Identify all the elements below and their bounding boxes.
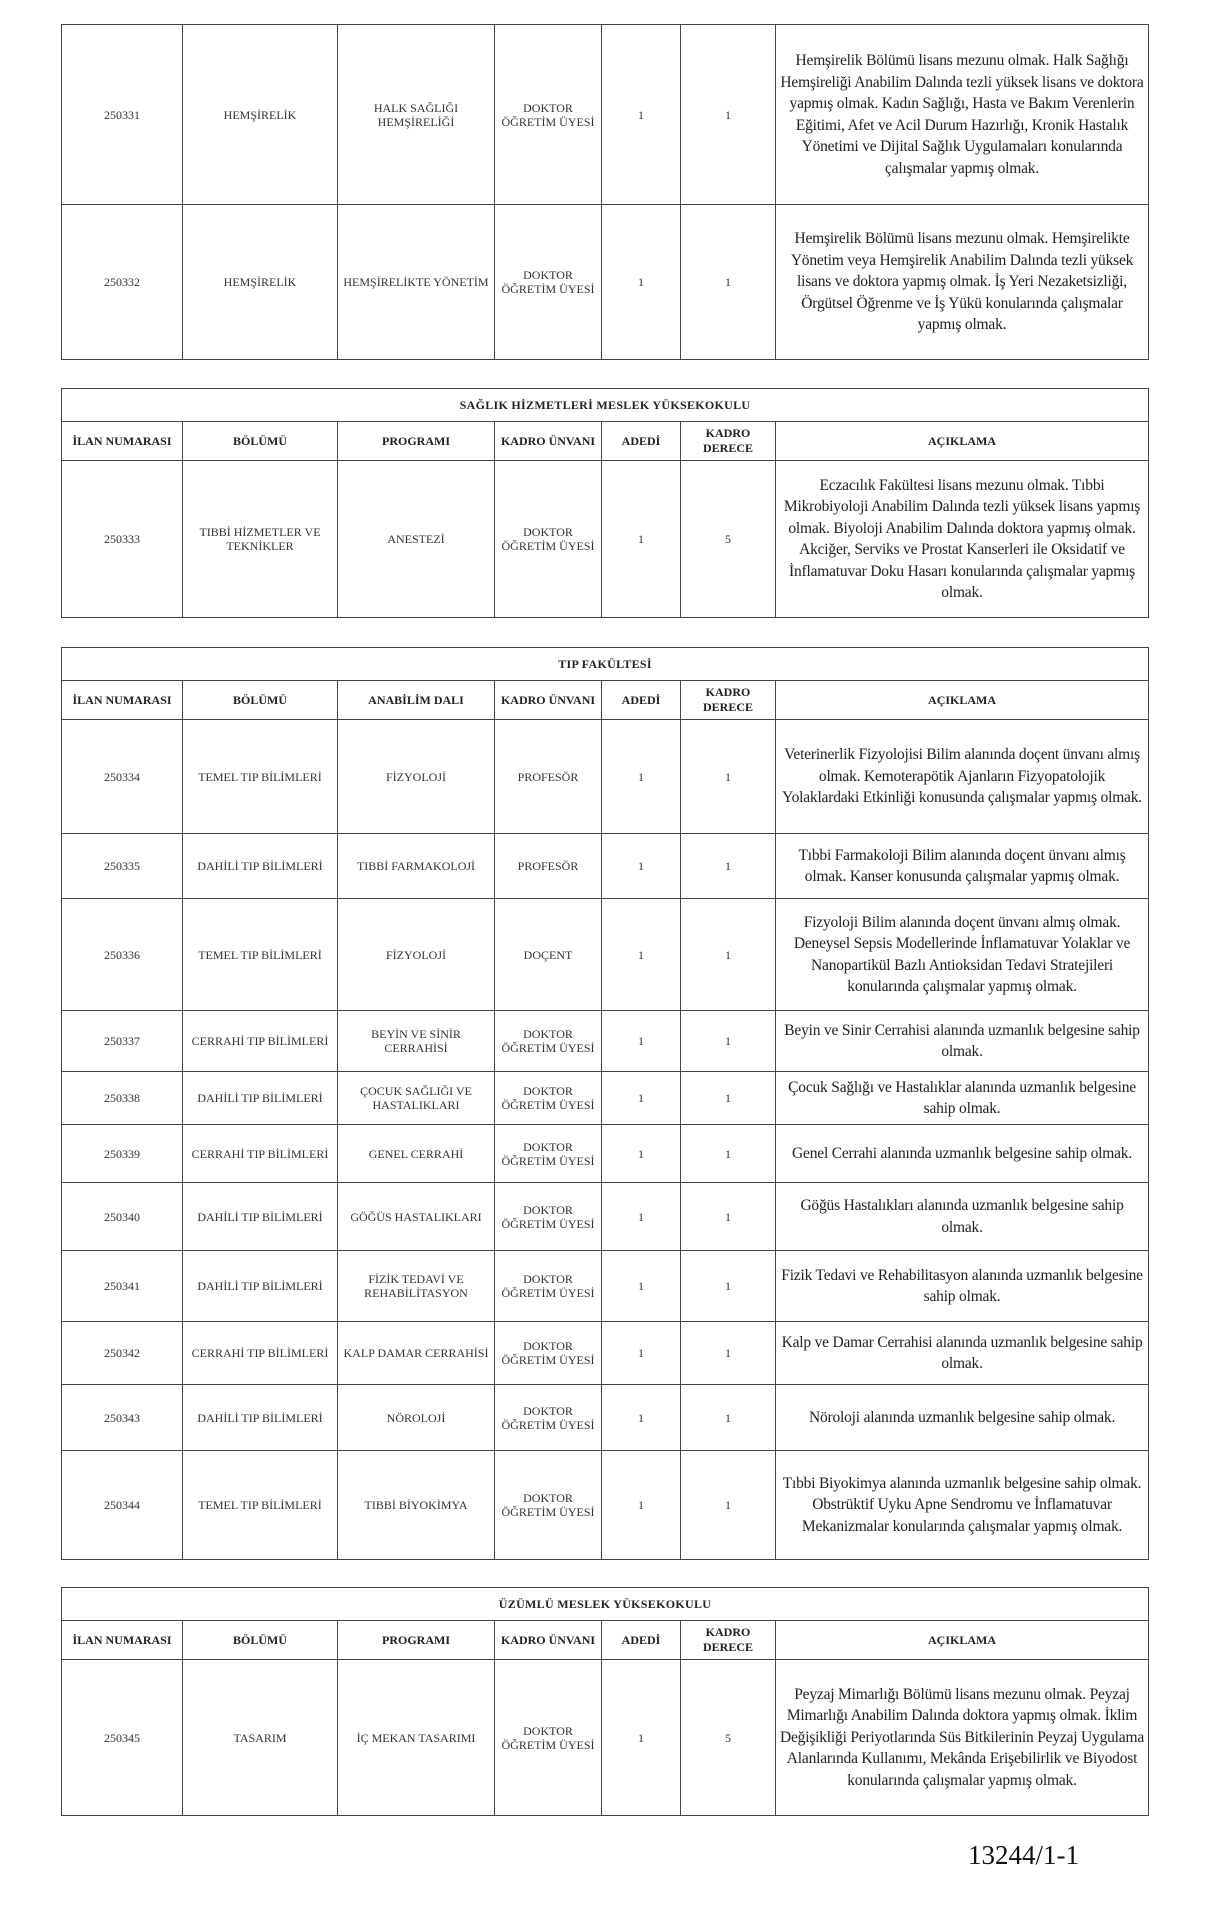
column-header: BÖLÜMÜ (183, 681, 338, 720)
header-row (62, 422, 1149, 461)
cell-bolum: CERRAHİ TIP BİLİMLERİ (183, 1011, 338, 1072)
cell-derece: 1 (681, 1322, 776, 1385)
table-row (62, 1385, 1149, 1451)
column-header: ADEDİ (602, 422, 681, 461)
column-header: BÖLÜMÜ (183, 422, 338, 461)
cell-ilan-no: 250331 (62, 25, 183, 205)
cell-bolum: HEMŞİRELİK (183, 25, 338, 205)
column-header: ANABİLİM DALI (338, 681, 495, 720)
table-row (62, 205, 1149, 360)
cell-program: FİZİK TEDAVİ VE REHABİLİTASYON (338, 1251, 495, 1322)
cell-ilan-no: 250344 (62, 1451, 183, 1560)
table-row (62, 1660, 1149, 1816)
column-header: İLAN NUMARASI (62, 681, 183, 720)
section-title: SAĞLIK HİZMETLERİ MESLEK YÜKSEKOKULU (62, 389, 1149, 422)
cell-program: TIBBİ BİYOKİMYA (338, 1451, 495, 1560)
cell-unvan: DOKTOR ÖĞRETİM ÜYESİ (495, 1011, 602, 1072)
cell-unvan: DOKTOR ÖĞRETİM ÜYESİ (495, 1660, 602, 1816)
cell-unvan: DOKTOR ÖĞRETİM ÜYESİ (495, 1125, 602, 1183)
cell-adet: 1 (602, 461, 681, 618)
cell-bolum: TEMEL TIP BİLİMLERİ (183, 899, 338, 1011)
table-row (62, 1011, 1149, 1072)
cell-ilan-no: 250342 (62, 1322, 183, 1385)
cell-adet: 1 (602, 1251, 681, 1322)
cell-adet: 1 (602, 1183, 681, 1251)
cell-derece: 1 (681, 1385, 776, 1451)
section-table (61, 1587, 1149, 1816)
cell-aciklama: Veterinerlik Fizyolojisi Bilim alanında doçent ünvanı almış olmak. Kemoterapötik Ajanların Fizyopatolojik Yolaklardaki Etkinliği konusunda çalışmalar yapmış olmak. (776, 720, 1149, 834)
table-row (62, 25, 1149, 205)
cell-derece: 1 (681, 1251, 776, 1322)
cell-unvan: DOKTOR ÖĞRETİM ÜYESİ (495, 1322, 602, 1385)
cell-ilan-no: 250333 (62, 461, 183, 618)
cell-bolum: TIBBİ HİZMETLER VE TEKNİKLER (183, 461, 338, 618)
cell-aciklama: Göğüs Hastalıkları alanında uzmanlık belgesine sahip olmak. (776, 1183, 1149, 1251)
cell-adet: 1 (602, 1322, 681, 1385)
cell-program: GÖĞÜS HASTALIKLARI (338, 1183, 495, 1251)
header-row (62, 681, 1149, 720)
section-title: TIP FAKÜLTESİ (62, 648, 1149, 681)
column-header: AÇIKLAMA (776, 422, 1149, 461)
cell-program: ÇOCUK SAĞLIĞI VE HASTALIKLARI (338, 1072, 495, 1125)
cell-derece: 5 (681, 461, 776, 618)
cell-program: İÇ MEKAN TASARIMI (338, 1660, 495, 1816)
column-header: AÇIKLAMA (776, 681, 1149, 720)
cell-unvan: DOKTOR ÖĞRETİM ÜYESİ (495, 1072, 602, 1125)
cell-unvan: DOKTOR ÖĞRETİM ÜYESİ (495, 1451, 602, 1560)
column-header: BÖLÜMÜ (183, 1621, 338, 1660)
cell-adet: 1 (602, 1072, 681, 1125)
cell-aciklama: Çocuk Sağlığı ve Hastalıklar alanında uzmanlık belgesine sahip olmak. (776, 1072, 1149, 1125)
cell-derece: 1 (681, 834, 776, 899)
table-row (62, 1072, 1149, 1125)
cell-ilan-no: 250341 (62, 1251, 183, 1322)
cell-unvan: DOÇENT (495, 899, 602, 1011)
section-table (61, 388, 1149, 618)
cell-aciklama: Kalp ve Damar Cerrahisi alanında uzmanlık belgesine sahip olmak. (776, 1322, 1149, 1385)
cell-derece: 1 (681, 25, 776, 205)
column-header: KADRO DERECE (681, 681, 776, 720)
cell-aciklama: Eczacılık Fakültesi lisans mezunu olmak. Tıbbi Mikrobiyoloji Anabilim Dalında tezli yüksek lisans yapmış olmak. Biyoloji Anabilim Dalında doktora yapmış olmak. Akciğer, Serviks ve Prostat Kanserleri ile Oksidatif ve İnflamatuvar Doku Hasarı konularında çalışmalar yapmış olmak. (776, 461, 1149, 618)
cell-ilan-no: 250332 (62, 205, 183, 360)
page-code: 13244/1-1 (968, 1840, 1079, 1870)
column-header: PROGRAMI (338, 422, 495, 461)
cell-ilan-no: 250340 (62, 1183, 183, 1251)
cell-ilan-no: 250335 (62, 834, 183, 899)
cell-ilan-no: 250339 (62, 1125, 183, 1183)
cell-adet: 1 (602, 1451, 681, 1560)
column-header: KADRO ÜNVANI (495, 422, 602, 461)
cell-ilan-no: 250345 (62, 1660, 183, 1816)
cell-aciklama: Nöroloji alanında uzmanlık belgesine sahip olmak. (776, 1385, 1149, 1451)
column-header: KADRO ÜNVANI (495, 1621, 602, 1660)
column-header: AÇIKLAMA (776, 1621, 1149, 1660)
column-header: PROGRAMI (338, 1621, 495, 1660)
column-header: ADEDİ (602, 1621, 681, 1660)
cell-unvan: DOKTOR ÖĞRETİM ÜYESİ (495, 1183, 602, 1251)
cell-bolum: DAHİLİ TIP BİLİMLERİ (183, 1385, 338, 1451)
cell-aciklama: Fizik Tedavi ve Rehabilitasyon alanında uzmanlık belgesine sahip olmak. (776, 1251, 1149, 1322)
cell-derece: 1 (681, 899, 776, 1011)
cell-bolum: DAHİLİ TIP BİLİMLERİ (183, 1072, 338, 1125)
column-header: İLAN NUMARASI (62, 422, 183, 461)
cell-bolum: HEMŞİRELİK (183, 205, 338, 360)
cell-ilan-no: 250337 (62, 1011, 183, 1072)
cell-unvan: PROFESÖR (495, 834, 602, 899)
table-row (62, 1251, 1149, 1322)
cell-program: NÖROLOJİ (338, 1385, 495, 1451)
cell-adet: 1 (602, 834, 681, 899)
cell-adet: 1 (602, 1660, 681, 1816)
table-row (62, 1125, 1149, 1183)
cell-bolum: DAHİLİ TIP BİLİMLERİ (183, 1183, 338, 1251)
cell-bolum: DAHİLİ TIP BİLİMLERİ (183, 1251, 338, 1322)
cell-adet: 1 (602, 1125, 681, 1183)
cell-ilan-no: 250336 (62, 899, 183, 1011)
table-row (62, 1451, 1149, 1560)
cell-adet: 1 (602, 720, 681, 834)
cell-bolum: DAHİLİ TIP BİLİMLERİ (183, 834, 338, 899)
cell-unvan: DOKTOR ÖĞRETİM ÜYESİ (495, 1385, 602, 1451)
table-row (62, 461, 1149, 618)
cell-ilan-no: 250343 (62, 1385, 183, 1451)
cell-aciklama: Hemşirelik Bölümü lisans mezunu olmak. Hemşirelikte Yönetim veya Hemşirelik Anabilim Dalında tezli yüksek lisans ve doktora yapmış olmak. İş Yeri Nezaketsizliği, Örgütsel Öğrenme ve İş Yükü konularında çalışmalar yapmış olmak. (776, 205, 1149, 360)
cell-aciklama: Tıbbi Biyokimya alanında uzmanlık belgesine sahip olmak. Obstrüktif Uyku Apne Sendromu ve İnflamatuvar Mekanizmalar konularında çalışmalar yapmış olmak. (776, 1451, 1149, 1560)
table-row (62, 720, 1149, 834)
cell-derece: 1 (681, 1451, 776, 1560)
cell-aciklama: Beyin ve Sinir Cerrahisi alanında uzmanlık belgesine sahip olmak. (776, 1011, 1149, 1072)
cell-aciklama: Genel Cerrahi alanında uzmanlık belgesine sahip olmak. (776, 1125, 1149, 1183)
cell-adet: 1 (602, 25, 681, 205)
cell-adet: 1 (602, 899, 681, 1011)
cell-program: GENEL CERRAHİ (338, 1125, 495, 1183)
cell-derece: 1 (681, 720, 776, 834)
cell-derece: 1 (681, 1072, 776, 1125)
cell-unvan: DOKTOR ÖĞRETİM ÜYESİ (495, 25, 602, 205)
cell-bolum: TASARIM (183, 1660, 338, 1816)
column-header: ADEDİ (602, 681, 681, 720)
cell-aciklama: Tıbbi Farmakoloji Bilim alanında doçent ünvanı almış olmak. Kanser konusunda çalışmalar yapmış olmak. (776, 834, 1149, 899)
column-header: KADRO DERECE (681, 422, 776, 461)
cell-derece: 1 (681, 205, 776, 360)
cell-program: HEMŞİRELİKTE YÖNETİM (338, 205, 495, 360)
cell-program: HALK SAĞLIĞI HEMŞİRELİĞİ (338, 25, 495, 205)
cell-derece: 5 (681, 1660, 776, 1816)
cell-unvan: DOKTOR ÖĞRETİM ÜYESİ (495, 205, 602, 360)
cell-program: KALP DAMAR CERRAHİSİ (338, 1322, 495, 1385)
cell-derece: 1 (681, 1125, 776, 1183)
cell-program: TIBBİ FARMAKOLOJİ (338, 834, 495, 899)
cell-unvan: DOKTOR ÖĞRETİM ÜYESİ (495, 1251, 602, 1322)
cell-bolum: TEMEL TIP BİLİMLERİ (183, 720, 338, 834)
section-table (61, 24, 1149, 360)
cell-derece: 1 (681, 1183, 776, 1251)
cell-derece: 1 (681, 1011, 776, 1072)
cell-adet: 1 (602, 205, 681, 360)
cell-unvan: DOKTOR ÖĞRETİM ÜYESİ (495, 461, 602, 618)
cell-bolum: CERRAHİ TIP BİLİMLERİ (183, 1322, 338, 1385)
column-header: İLAN NUMARASI (62, 1621, 183, 1660)
cell-unvan: PROFESÖR (495, 720, 602, 834)
table-row (62, 834, 1149, 899)
column-header: KADRO DERECE (681, 1621, 776, 1660)
table-row (62, 1322, 1149, 1385)
cell-program: FİZYOLOJİ (338, 720, 495, 834)
section-title: ÜZÜMLÜ MESLEK YÜKSEKOKULU (62, 1588, 1149, 1621)
table-row (62, 1183, 1149, 1251)
cell-bolum: TEMEL TIP BİLİMLERİ (183, 1451, 338, 1560)
table-row (62, 899, 1149, 1011)
cell-adet: 1 (602, 1385, 681, 1451)
cell-aciklama: Peyzaj Mimarlığı Bölümü lisans mezunu olmak. Peyzaj Mimarlığı Anabilim Dalında doktora yapmış olmak. İklim Değişikliği Periyotlarında Süs Bitkilerinin Peyzaj Uygulama Alanlarında Kullanımı, Mekânda Erişebilirlik ve Biyodost konularında çalışmalar yapmış olmak. (776, 1660, 1149, 1816)
cell-ilan-no: 250338 (62, 1072, 183, 1125)
cell-ilan-no: 250334 (62, 720, 183, 834)
cell-bolum: CERRAHİ TIP BİLİMLERİ (183, 1125, 338, 1183)
section-table (61, 647, 1149, 1560)
cell-program: FİZYOLOJİ (338, 899, 495, 1011)
header-row (62, 1621, 1149, 1660)
cell-aciklama: Fizyoloji Bilim alanında doçent ünvanı almış olmak. Deneysel Sepsis Modellerinde İnflamatuvar Yolaklar ve Nanopartikül Bazlı Antioksidan Tedavi Stratejileri konularında çalışmalar yapmış olmak. (776, 899, 1149, 1011)
cell-aciklama: Hemşirelik Bölümü lisans mezunu olmak. Halk Sağlığı Hemşireliği Anabilim Dalında tezli yüksek lisans ve doktora yapmış olmak. Kadın Sağlığı, Hasta ve Bakım Verenlerin Eğitimi, Afet ve Acil Durum Hazırlığı, Kronik Hastalık Yönetimi ve Dijital Sağlık Uygulamaları konularında çalışmalar yapmış olmak. (776, 25, 1149, 205)
cell-adet: 1 (602, 1011, 681, 1072)
column-header: KADRO ÜNVANI (495, 681, 602, 720)
cell-program: ANESTEZİ (338, 461, 495, 618)
cell-program: BEYİN VE SİNİR CERRAHİSİ (338, 1011, 495, 1072)
